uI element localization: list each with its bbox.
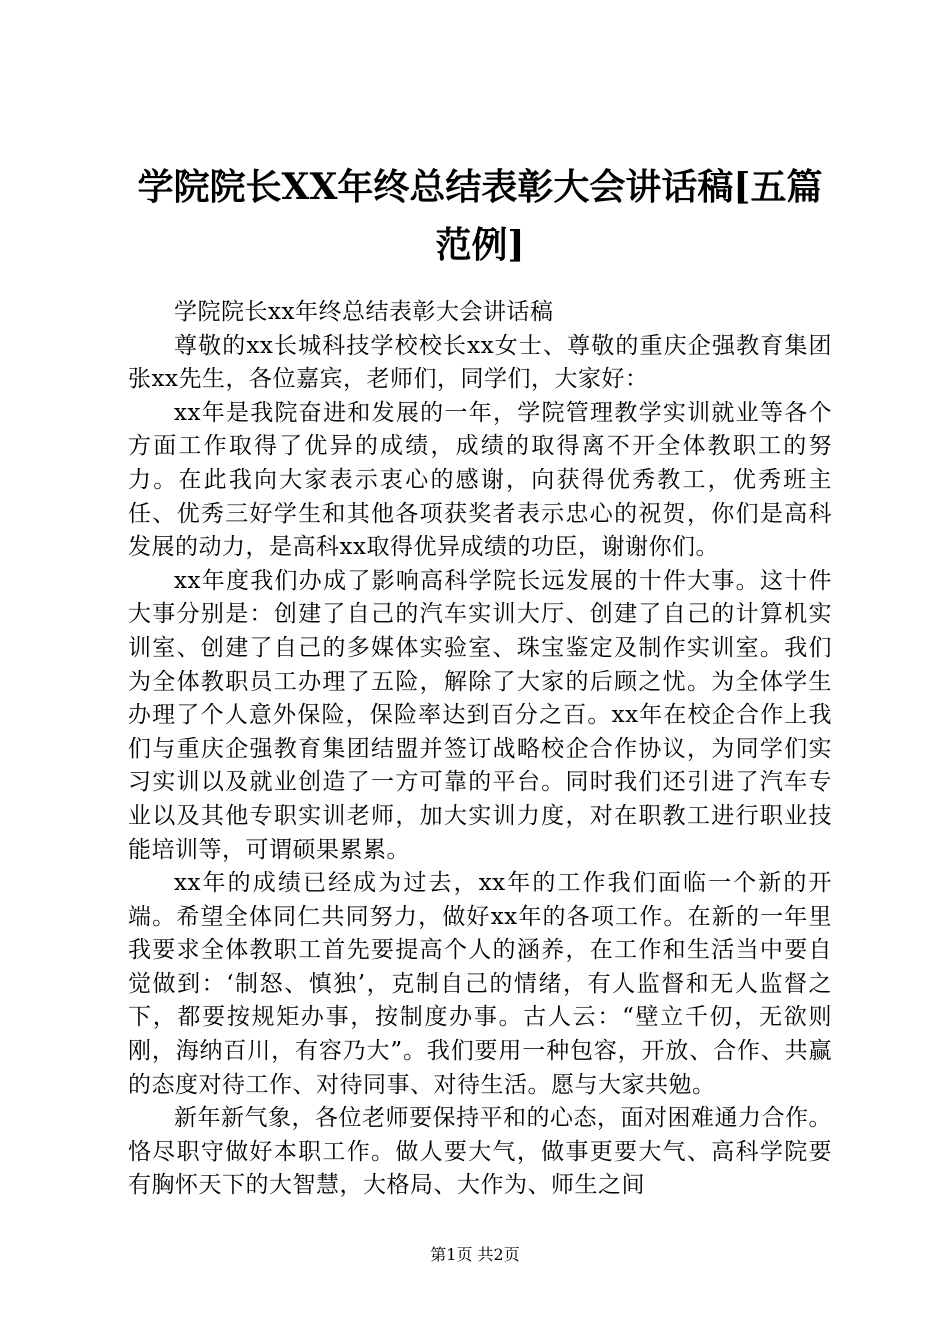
paragraph: xx年的成绩已经成为过去，xx年的工作我们面临一个新的开端。希望全体同仁共同努力，做好xx年的各项工作。在新的一年里我要求全体教职工首先要提高个人的涵养，在工作和生活当中要自觉做到：‘制怒、慎独’，克制自己的情绪，有人监督和无人监督之下，都要按规矩办事，按制度办事。古人云：“壁立千仞，无欲则刚，海纳百川，有容乃大”。我们要用一种包容，开放、合作、共赢的态度对待工作、对待同事、对待生活。愿与大家共勉。 [128,870,832,1098]
paragraph: 新年新气象，各位老师要保持平和的心态，面对困难通力合作。恪尽职守做好本职工作。做人要大气，做事更要大气、高科学院要有胸怀天下的大智慧，大格局、大作为、师生之间 [128,1105,832,1199]
document-body [128,296,832,1203]
paragraph-subtitle: 学院院长xx年终总结表彰大会讲话稿 [174,299,554,325]
paragraph: xx年是我院奋进和发展的一年，学院管理教学实训就业等各个方面工作取得了优异的成绩，成绩的取得离不开全体教职工的努力。在此我向大家表示衷心的感谢，向获得优秀教工，优秀班主任、优秀三好学生和其他各项获奖者表示忠心的祝贺，你们是高科发展的动力，是高科xx取得优异成绩的功臣，谢谢你们。 [128,399,832,561]
paragraph-greeting: 尊敬的xx长城科技学校校长xx女士、尊敬的重庆企强教育集团张xx先生，各位嘉宾，老师们，同学们，大家好： [128,332,832,393]
paragraph: xx年度我们办成了影响高科学院长远发展的十件大事。这十件大事分别是：创建了自己的汽车实训大厅、创建了自己的计算机实训室、创建了自己的多媒体实验室、珠宝鉴定及制作实训室。我们为全体教职员工办理了五险，解除了大家的后顾之忧。为全体学生办理了个人意外保险，保险率达到百分之百。xx年在校企合作上我们与重庆企强教育集团结盟并签订战略校企合作协议，为同学们实习实训以及就业创造了一方可靠的平台。同时我们还引进了汽车专业以及其他专职实训老师，加大实训力度，对在职教工进行职业技能培训等，可谓硕果累累。 [128,567,832,863]
document-title: 学院院长XX年终总结表彰大会讲话稿[五篇范例] [137,166,823,266]
page-footer: 第1页 共2页 [430,1245,520,1264]
